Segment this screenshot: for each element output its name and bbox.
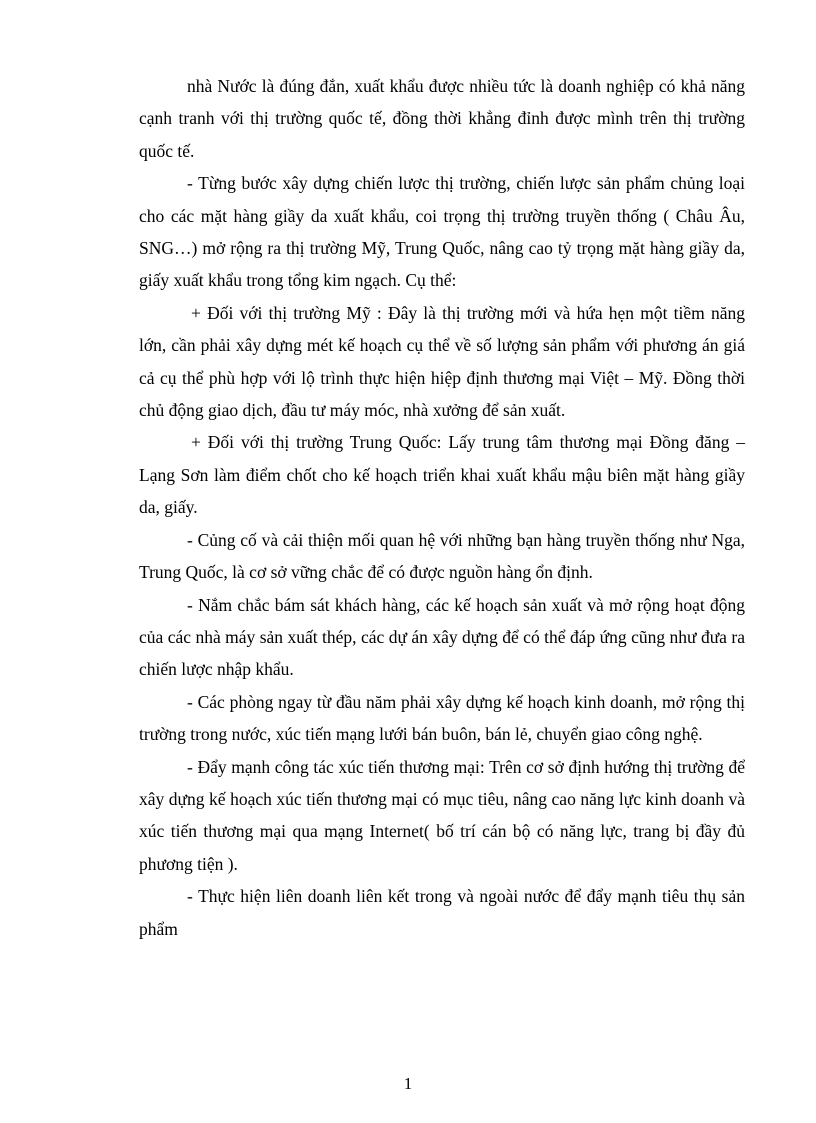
paragraph-business-plan: - Các phòng ngay từ đầu năm phải xây dựng kế hoạch kinh doanh, mở rộng thị trường trong nước, xúc tiến mạng lưới bán buôn, bán lẻ, chuyển giao công nghệ.	[139, 691, 745, 745]
paragraph-customers: - Nắm chắc bám sát khách hàng, các kế hoạch sản xuất và mở rộng hoạt động của các nhà máy sản xuất thép, các dự án xây dựng để có thể đáp ứng cũng như đưa ra chiến lược nhập khẩu.	[139, 594, 745, 680]
paragraph-market-strategy: - Từng bước xây dựng chiến lược thị trường, chiến lược sản phẩm chủng loại cho các mặt hàng giầy da xuất khẩu, coi trọng thị trường truyền thống ( Châu Âu, SNG…) mở rộng ra thị trường Mỹ, Trung Quốc, nâng cao tỷ trọng mặt hàng giầy da, giấy xuất khẩu trong tổng kim ngạch. Cụ thể:	[139, 173, 745, 291]
paragraph-us-market: + Đối với thị trường Mỹ : Đây là thị trường mới và hứa hẹn một tiềm năng lớn, cần phải xây dựng mét kế hoạch cụ thể về số lượng sản phẩm với phương án giá cả cụ thể phù hợp với lộ trình thực hiện hiệp định thương mại Việt – Mỹ. Đồng thời chủ động giao dịch, đầu tư máy móc, nhà xưởng để sản xuất.	[139, 302, 745, 421]
page-number: 1	[403, 1074, 413, 1093]
document-body	[139, 70, 745, 945]
paragraph-traditional-partners: - Củng cố và cải thiện mối quan hệ với những bạn hàng truyền thống như Nga, Trung Quốc, là cơ sở vững chắc để có được nguồn hàng ổn định.	[139, 529, 745, 583]
paragraph-joint-venture: - Thực hiện liên doanh liên kết trong và ngoài nước để đẩy mạnh tiêu thụ sản phẩm	[139, 886, 745, 939]
paragraph-china-market: + Đối với thị trường Trung Quốc: Lấy trung tâm thương mại Đồng đăng – Lạng Sơn làm điểm chốt cho kế hoạch triển khai xuất khẩu mậu biên mặt hàng giầy da, giấy.	[139, 432, 745, 518]
paragraph-intro: nhà Nước là đúng đắn, xuất khẩu được nhiều tức là doanh nghiệp có khả năng cạnh tranh với thị trường quốc tế, đồng thời khẳng đỉnh được mình trên thị trường quốc tế.	[139, 76, 745, 161]
paragraph-trade-promotion: - Đẩy mạnh công tác xúc tiến thương mại: Trên cơ sở định hướng thị trường để xây dựng kế hoạch xúc tiến thương mại có mục tiêu, nâng cao năng lực kinh doanh và xúc tiến thương mại qua mạng Internet( bố trí cán bộ có năng lực, trang bị đầy đủ phương tiện ).	[139, 756, 745, 874]
